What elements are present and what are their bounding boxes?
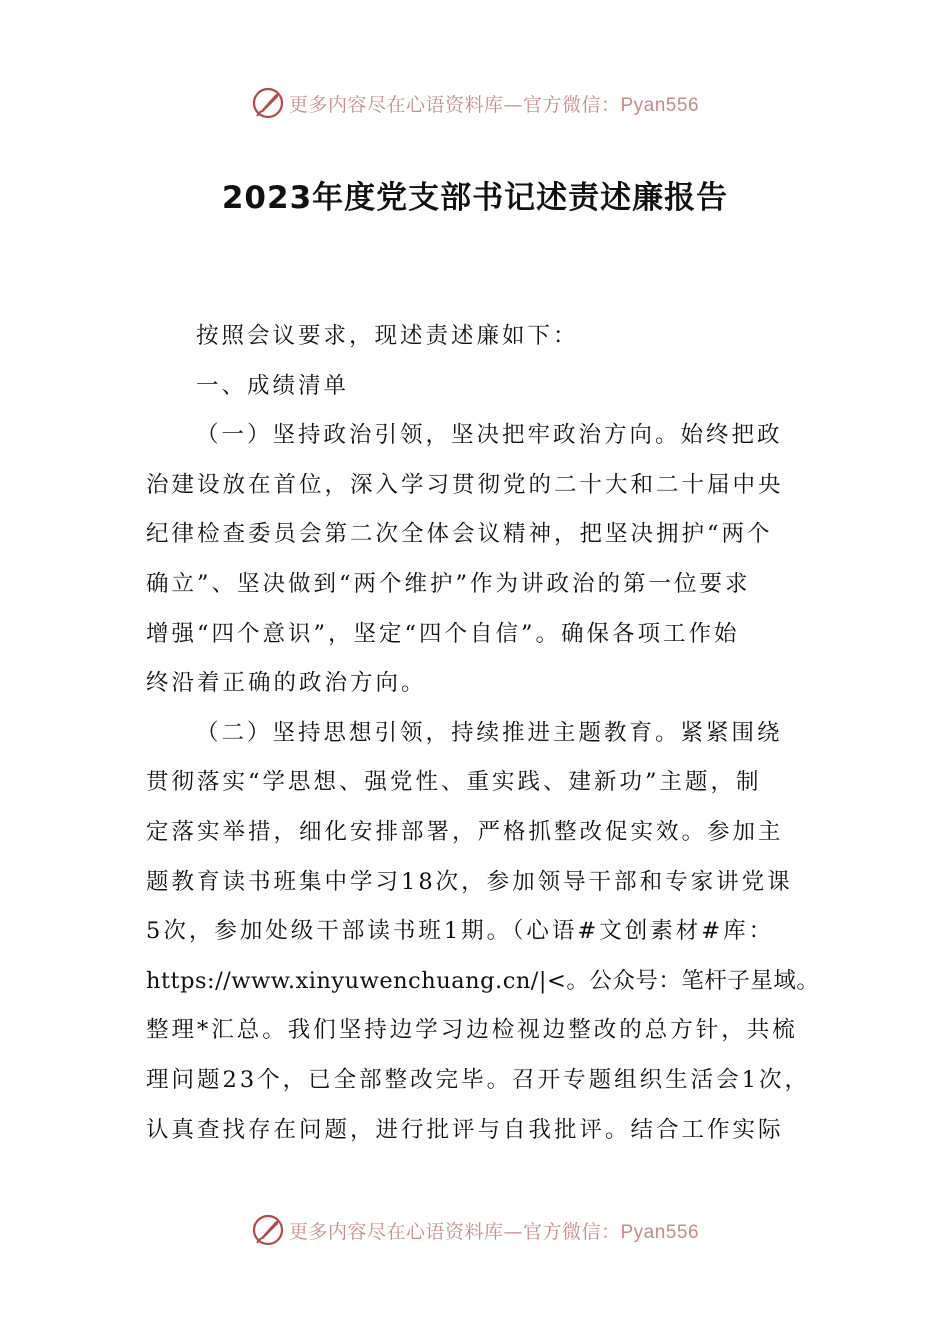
watermark-header — [0, 83, 950, 123]
paragraph-line: 治建设放在首位，深入学习贯彻党的二十大和二十届中央 — [146, 471, 784, 498]
paragraph-line: （一）坚持政治引领，坚决把牢政治方向。始终把政 — [196, 422, 783, 449]
paragraph-line: 认真查找存在问题，进行批评与自我批评。结合工作实际 — [146, 1116, 784, 1143]
watermark-text: 更多内容尽在心语资料库—官方微信：Pyan556 — [288, 1220, 700, 1243]
paragraph-line: （二）坚持思想引领，持续推进主题教育。紧紧围绕 — [196, 719, 783, 746]
paragraph-line: 确立”、坚决做到“两个维护”作为讲政治的第一位要求 — [146, 570, 751, 597]
paragraph-line: 定落实举措，细化安排部署，严格抓整改促实效。参加主 — [146, 818, 784, 845]
paragraph-line: 贯彻落实“学思想、强党性、重实践、建新功”主题，制 — [146, 769, 762, 796]
paragraph-line: 纪律检查委员会第二次全体会议精神，把坚决拥护“两个 — [146, 521, 773, 548]
paragraph-line: 按照会议要求，现述责述廉如下： — [196, 323, 579, 349]
document-title: 2023年度党支部书记述责述廉报告 — [221, 180, 729, 216]
paragraph-line: 理问题23个，已全部整改完毕。召开专题组织生活会1次， — [146, 1066, 810, 1093]
section-heading: 一、成绩清单 — [196, 372, 350, 399]
paragraph-line: https://www.xinyuwenchuang.cn/|<。公众号：笔杆子星域。 — [146, 967, 820, 994]
watermark-footer — [0, 1210, 950, 1250]
paragraph-line: 增强“四个意识”，坚定“四个自信”。确保各项工作始 — [146, 620, 740, 647]
quill-pen-circle-icon — [251, 1213, 285, 1247]
paragraph-line: 5次，参加处级干部读书班1期。（心语#文创素材#库： — [146, 918, 775, 945]
paragraph-line: 终沿着正确的政治方向。 — [146, 670, 427, 697]
paragraph-line: 整理*汇总。我们坚持边学习边检视边整改的总方针，共梳 — [146, 1017, 798, 1044]
quill-pen-circle-icon — [251, 86, 285, 120]
watermark-text: 更多内容尽在心语资料库—官方微信：Pyan556 — [288, 93, 700, 116]
document-body — [146, 312, 820, 1155]
paragraph-line: 题教育读书班集中学习18次，参加领导干部和专家讲党课 — [146, 868, 793, 895]
